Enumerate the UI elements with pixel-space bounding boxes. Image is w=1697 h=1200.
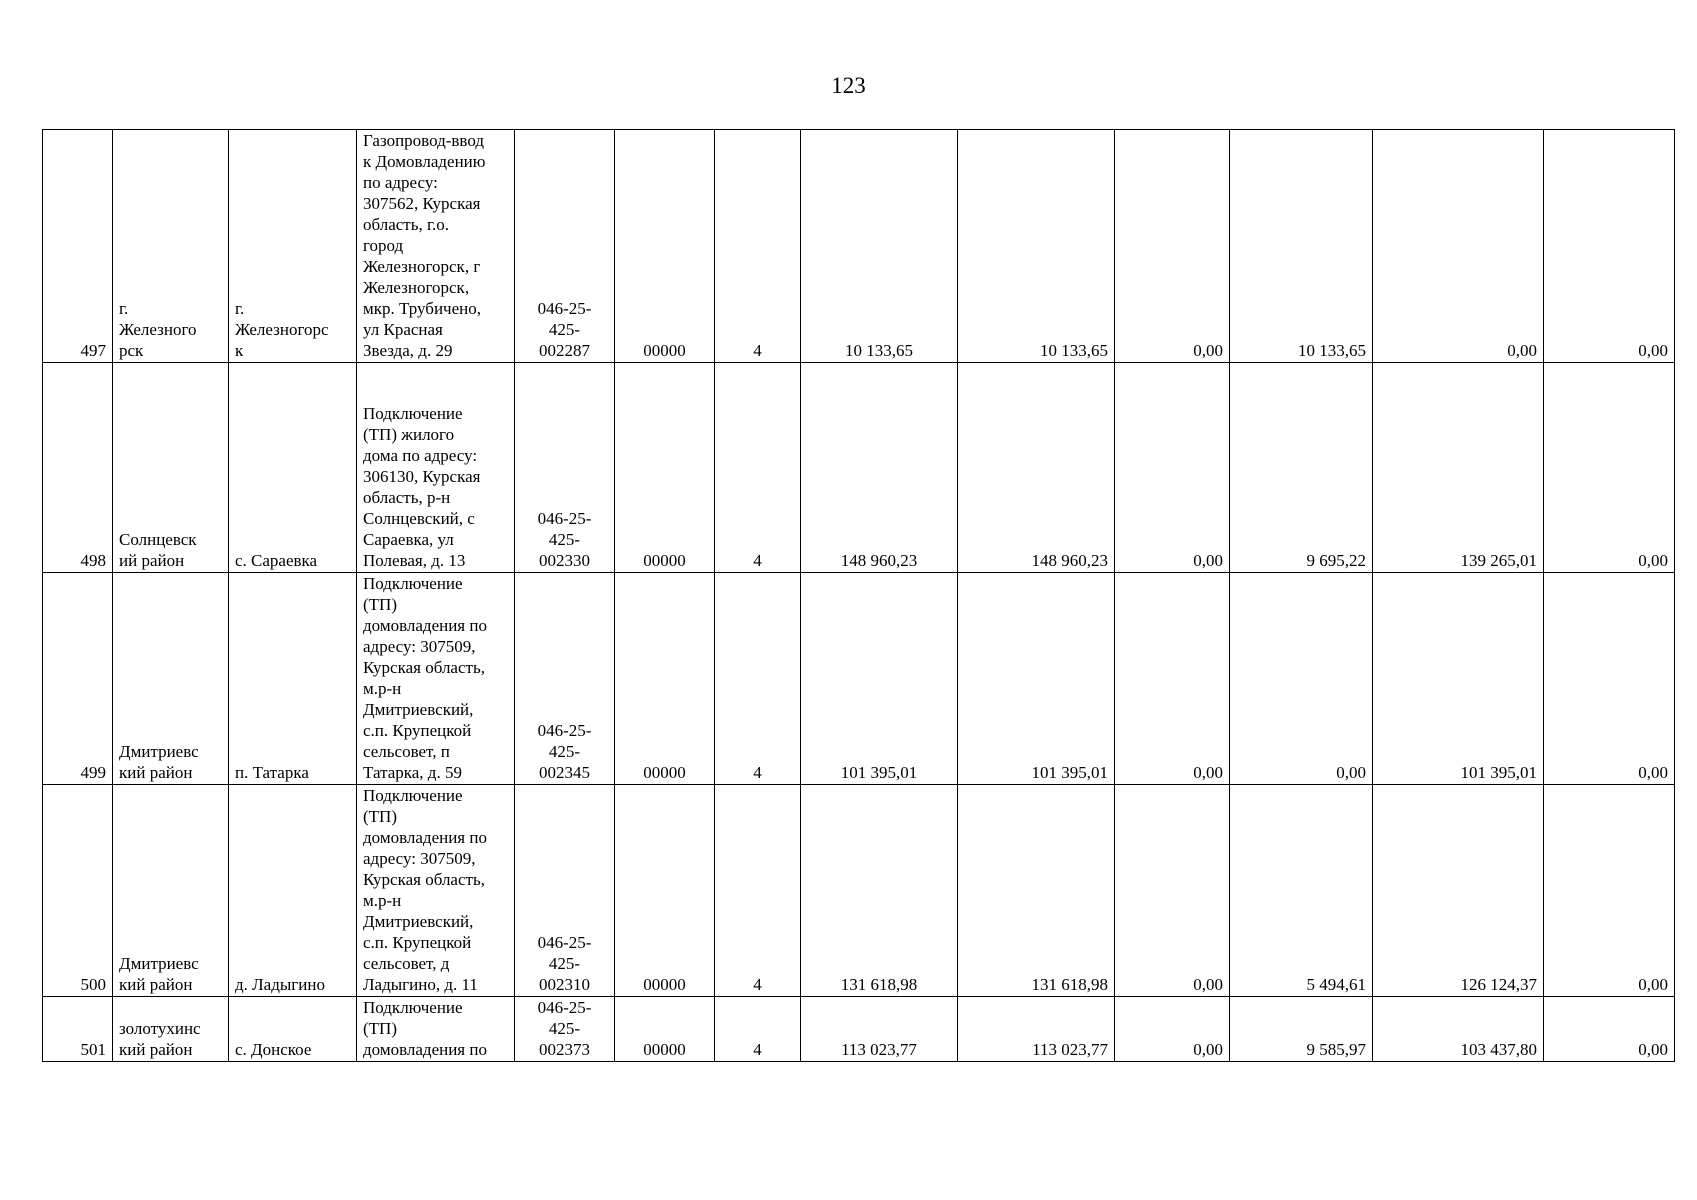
- cell-text-line: 002373: [539, 1040, 590, 1059]
- object-description-cell: [357, 785, 515, 997]
- amount-cell: 0,00: [1544, 785, 1675, 997]
- cell-text-line: Дмитриевс: [119, 954, 199, 973]
- row-number-cell: 501: [43, 997, 113, 1062]
- cell-text-line: Подключение: [363, 786, 463, 805]
- amount-cell: 101 395,01: [801, 573, 958, 785]
- cell-text-line: с.п. Крупецкой: [363, 933, 472, 952]
- row-number-cell: 500: [43, 785, 113, 997]
- amount-cell: 0,00: [1544, 363, 1675, 573]
- amount-cell: 113 023,77: [958, 997, 1115, 1062]
- cell-text-line: (ТП): [363, 807, 397, 826]
- cell-text-line: (ТП) жилого: [363, 425, 455, 444]
- district-cell: [113, 997, 229, 1062]
- cell-text-line: ул Красная: [363, 320, 443, 339]
- amount-cell: 0,00: [1544, 573, 1675, 785]
- locality-cell: [229, 363, 357, 573]
- table-row: [43, 573, 1675, 785]
- category-cell: 4: [715, 573, 801, 785]
- cell-text-line: золотухинс: [119, 1019, 201, 1038]
- district-cell: [113, 573, 229, 785]
- cell-text-line: область, г.о.: [363, 215, 450, 234]
- table-body: [43, 130, 1675, 1062]
- cell-text-line: Ладыгино, д. 11: [363, 975, 478, 994]
- amount-cell: 0,00: [1115, 785, 1230, 997]
- code-cell: 00000: [615, 573, 715, 785]
- cell-text-line: Сараевка, ул: [363, 530, 454, 549]
- cell-text-line: 002310: [539, 975, 590, 994]
- cell-text-line: 425-: [548, 320, 581, 339]
- locality-cell: [229, 785, 357, 997]
- cell-text-line: Татарка, д. 59: [363, 763, 462, 782]
- amount-cell: 101 395,01: [1373, 573, 1544, 785]
- amount-cell: 9 585,97: [1230, 997, 1373, 1062]
- locality-cell: [229, 573, 357, 785]
- amount-cell: 10 133,65: [801, 130, 958, 363]
- cell-text-line: Газопровод-ввод: [363, 131, 484, 150]
- cell-text-line: по адресу:: [363, 173, 438, 192]
- cell-text-line: рск: [119, 341, 144, 360]
- amount-cell: 0,00: [1230, 573, 1373, 785]
- amount-cell: 126 124,37: [1373, 785, 1544, 997]
- amount-cell: 103 437,80: [1373, 997, 1544, 1062]
- cell-text-line: Дмитриевский,: [363, 700, 474, 719]
- category-cell: 4: [715, 363, 801, 573]
- cell-text-line: адресу: 307509,: [363, 637, 476, 656]
- data-table: [42, 129, 1675, 1062]
- table-row: [43, 785, 1675, 997]
- cell-text-line: 002330: [539, 551, 590, 570]
- cell-text-line: Железногорск, г: [363, 257, 481, 276]
- object-code-cell: [515, 130, 615, 363]
- amount-cell: 0,00: [1373, 130, 1544, 363]
- category-cell: 4: [715, 785, 801, 997]
- cell-text-line: область, р-н: [363, 488, 451, 507]
- amount-cell: 148 960,23: [958, 363, 1115, 573]
- cell-text-line: Курская область,: [363, 658, 485, 677]
- amount-cell: 5 494,61: [1230, 785, 1373, 997]
- cell-text-line: (ТП): [363, 1019, 397, 1038]
- cell-text-line: м.р-н: [363, 891, 402, 910]
- cell-text-line: 425-: [548, 954, 581, 973]
- cell-text-line: 046-25-: [537, 933, 592, 952]
- cell-text-line: кий район: [119, 763, 193, 782]
- cell-text-line: с. Сараевка: [235, 551, 318, 570]
- amount-cell: 101 395,01: [958, 573, 1115, 785]
- amount-cell: 113 023,77: [801, 997, 958, 1062]
- cell-text-line: к: [235, 341, 244, 360]
- cell-text-line: город: [363, 236, 404, 255]
- cell-text-line: г.: [119, 299, 129, 318]
- cell-text-line: домовладения по: [363, 828, 487, 847]
- cell-text-line: (ТП): [363, 595, 397, 614]
- cell-text-line: Железного: [119, 320, 197, 339]
- object-description-cell: [357, 363, 515, 573]
- cell-text-line: 046-25-: [537, 998, 592, 1017]
- amount-cell: 10 133,65: [1230, 130, 1373, 363]
- cell-text-line: Звезда, д. 29: [363, 341, 453, 360]
- cell-text-line: дома по адресу:: [363, 446, 478, 465]
- amount-cell: 0,00: [1115, 573, 1230, 785]
- cell-text-line: кий район: [119, 1040, 193, 1059]
- cell-text-line: с. Донское: [235, 1040, 312, 1059]
- table-row: [43, 997, 1675, 1062]
- cell-text-line: Дмитриевский,: [363, 912, 474, 931]
- district-cell: [113, 363, 229, 573]
- cell-text-line: 425-: [548, 1019, 581, 1038]
- cell-text-line: домовладения по: [363, 1040, 487, 1059]
- cell-text-line: кий район: [119, 975, 193, 994]
- object-description-cell: [357, 573, 515, 785]
- object-description-cell: [357, 997, 515, 1062]
- cell-text-line: мкр. Трубичено,: [363, 299, 481, 318]
- row-number-cell: 498: [43, 363, 113, 573]
- cell-text-line: п. Татарка: [235, 763, 309, 782]
- amount-cell: 0,00: [1115, 363, 1230, 573]
- district-cell: [113, 785, 229, 997]
- code-cell: 00000: [615, 997, 715, 1062]
- amount-cell: 131 618,98: [958, 785, 1115, 997]
- cell-text-line: адресу: 307509,: [363, 849, 476, 868]
- cell-text-line: г.: [235, 299, 245, 318]
- amount-cell: 148 960,23: [801, 363, 958, 573]
- cell-text-line: Подключение: [363, 404, 463, 423]
- cell-text-line: Подключение: [363, 574, 463, 593]
- object-description-cell: [357, 130, 515, 363]
- cell-text-line: 425-: [548, 742, 581, 761]
- cell-text-line: домовладения по: [363, 616, 487, 635]
- cell-text-line: м.р-н: [363, 679, 402, 698]
- locality-cell: [229, 997, 357, 1062]
- locality-cell: [229, 130, 357, 363]
- cell-text-line: Дмитриевс: [119, 742, 199, 761]
- cell-text-line: Полевая, д. 13: [363, 551, 466, 570]
- cell-text-line: Солнцевск: [119, 530, 197, 549]
- object-code-cell: [515, 997, 615, 1062]
- cell-text-line: Солнцевский, с: [363, 509, 475, 528]
- table-row: [43, 130, 1675, 363]
- cell-text-line: 046-25-: [537, 299, 592, 318]
- amount-cell: 0,00: [1544, 997, 1675, 1062]
- amount-cell: 131 618,98: [801, 785, 958, 997]
- code-cell: 00000: [615, 363, 715, 573]
- object-code-cell: [515, 785, 615, 997]
- cell-text-line: д. Ладыгино: [235, 975, 325, 994]
- cell-text-line: 306130, Курская: [363, 467, 481, 486]
- cell-text-line: с.п. Крупецкой: [363, 721, 472, 740]
- cell-text-line: 046-25-: [537, 721, 592, 740]
- cell-text-line: сельсовет, п: [363, 742, 450, 761]
- row-number-cell: 497: [43, 130, 113, 363]
- code-cell: 00000: [615, 785, 715, 997]
- cell-text-line: 307562, Курская: [363, 194, 481, 213]
- category-cell: 4: [715, 997, 801, 1062]
- object-code-cell: [515, 573, 615, 785]
- cell-text-line: к Домовладению: [363, 152, 486, 171]
- table-row: [43, 363, 1675, 573]
- page-number: 123: [831, 73, 866, 98]
- district-cell: [113, 130, 229, 363]
- cell-text-line: 002345: [539, 763, 590, 782]
- code-cell: 00000: [615, 130, 715, 363]
- cell-text-line: ий район: [119, 551, 185, 570]
- category-cell: 4: [715, 130, 801, 363]
- cell-text-line: Железногорск,: [363, 278, 470, 297]
- object-code-cell: [515, 363, 615, 573]
- amount-cell: 0,00: [1115, 997, 1230, 1062]
- amount-cell: 0,00: [1115, 130, 1230, 363]
- row-number-cell: 499: [43, 573, 113, 785]
- cell-text-line: 046-25-: [537, 509, 592, 528]
- cell-text-line: 425-: [548, 530, 581, 549]
- amount-cell: 10 133,65: [958, 130, 1115, 363]
- cell-text-line: Курская область,: [363, 870, 485, 889]
- amount-cell: 0,00: [1544, 130, 1675, 363]
- amount-cell: 9 695,22: [1230, 363, 1373, 573]
- amount-cell: 139 265,01: [1373, 363, 1544, 573]
- cell-text-line: Подключение: [363, 998, 463, 1017]
- cell-text-line: сельсовет, д: [363, 954, 450, 973]
- cell-text-line: 002287: [539, 341, 590, 360]
- cell-text-line: Железногорс: [235, 320, 329, 339]
